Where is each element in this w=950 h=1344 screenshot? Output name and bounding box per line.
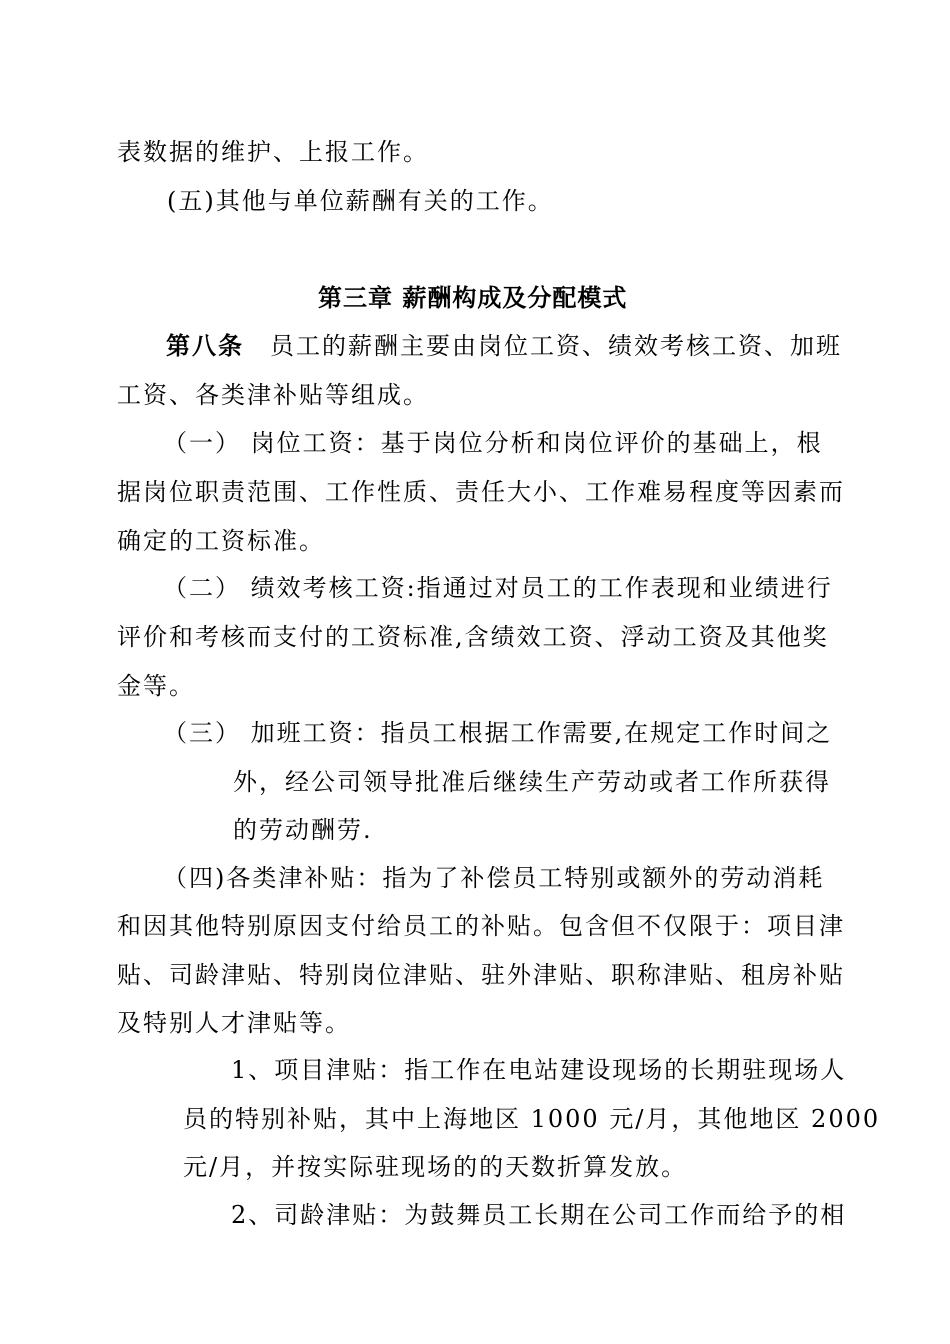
paragraph-line: 元/月，并按实际驻现场的的天数折算发放。 [183, 1153, 688, 1181]
paragraph-line: (五)其他与单位薪酬有关的工作。 [167, 187, 554, 215]
paragraph-line: （一） 岗位工资：基于岗位分析和岗位评价的基础上，根 [163, 429, 823, 457]
paragraph-line: 员的特别补贴，其中上海地区 1000 元/月，其他地区 2000 [183, 1105, 881, 1133]
paragraph-line: （二） 绩效考核工资:指通过对员工的工作表现和业绩进行 [163, 574, 833, 602]
article-label: 第八条 [166, 332, 244, 360]
paragraph-line: 工资、各类津补贴等组成。 [117, 381, 429, 409]
paragraph-line: 2、司龄津贴：为鼓舞员工长期在公司工作而给予的相 [231, 1201, 847, 1229]
paragraph-line: 外，经公司领导批准后继续生产劳动或者工作所获得 [233, 768, 831, 796]
paragraph-line: 评价和考核而支付的工资标准,含绩效工资、浮动工资及其他奖 [117, 623, 829, 651]
paragraph-line: 和因其他特别原因支付给员工的补贴。包含但不仅限于：项目津 [117, 912, 845, 940]
paragraph-line: 金等。 [117, 672, 195, 700]
paragraph-line: （三） 加班工资：指员工根据工作需要,在规定工作时间之 [163, 719, 833, 747]
paragraph-line: 员工的薪酬主要由岗位工资、绩效考核工资、加班 [270, 332, 842, 360]
paragraph-line: 的劳动酬劳. [233, 816, 373, 844]
chapter-title: 第三章 薪酬构成及分配模式 [318, 284, 628, 312]
paragraph-line: 及特别人才津贴等。 [117, 1009, 351, 1037]
paragraph-line: （四)各类津补贴：指为了补偿员工特别或额外的劳动消耗 [163, 864, 825, 892]
paragraph-line: 1、项目津贴：指工作在电站建设现场的长期驻现场人 [231, 1056, 847, 1084]
paragraph-line: 贴、司龄津贴、特别岗位津贴、驻外津贴、职称津贴、租房补贴 [117, 961, 845, 989]
paragraph-line: 表数据的维护、上报工作。 [117, 138, 429, 166]
paragraph-line: 确定的工资标准。 [117, 527, 325, 555]
paragraph-line: 据岗位职责范围、工作性质、责任大小、工作难易程度等因素而 [117, 478, 845, 506]
